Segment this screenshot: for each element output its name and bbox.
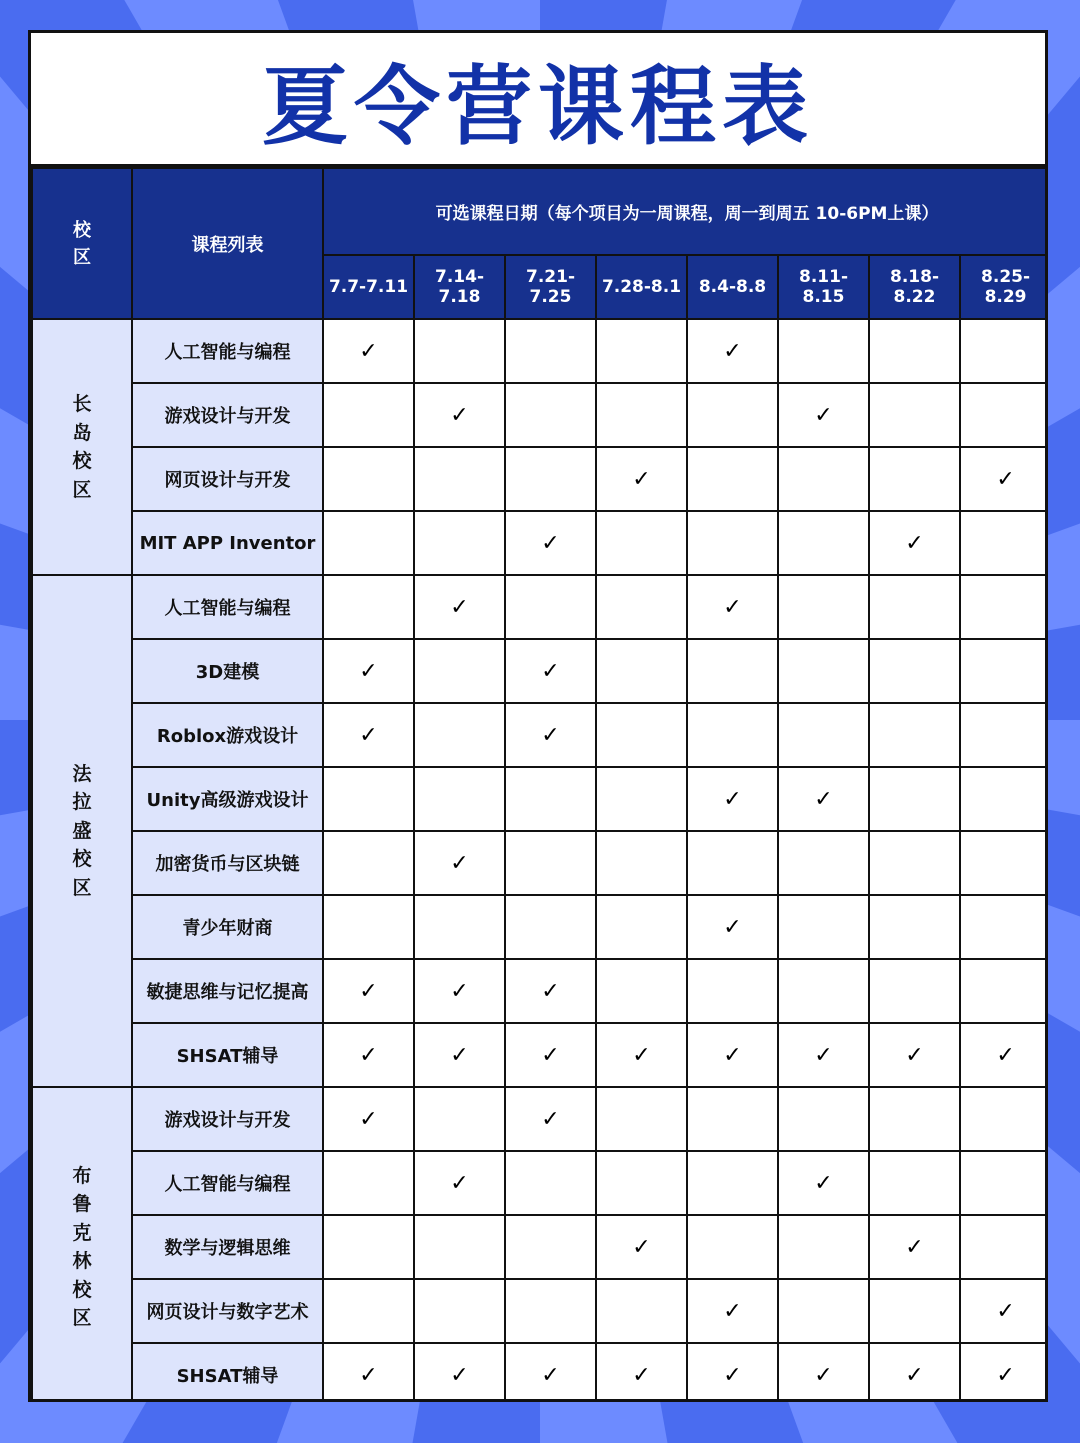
checkmark-cell xyxy=(869,511,960,575)
empty-cell xyxy=(869,383,960,447)
empty-cell xyxy=(960,1151,1048,1215)
week-header: 8.4-8.8 xyxy=(687,255,778,319)
empty-cell xyxy=(414,639,505,703)
checkmark-icon: ✓ xyxy=(541,978,560,1004)
empty-cell xyxy=(414,767,505,831)
empty-cell xyxy=(323,895,414,959)
empty-cell xyxy=(869,895,960,959)
checkmark-cell xyxy=(323,1343,414,1402)
empty-cell xyxy=(687,831,778,895)
empty-cell xyxy=(414,1279,505,1343)
empty-cell xyxy=(323,383,414,447)
checkmark-cell xyxy=(505,703,596,767)
checkmark-icon: ✓ xyxy=(632,1234,651,1260)
empty-cell xyxy=(778,1215,869,1279)
checkmark-cell xyxy=(505,959,596,1023)
empty-cell xyxy=(687,1087,778,1151)
checkmark-cell xyxy=(596,1343,687,1402)
week-header: 8.18-8.22 xyxy=(869,255,960,319)
empty-cell xyxy=(323,511,414,575)
course-row xyxy=(32,1343,1048,1402)
checkmark-icon: ✓ xyxy=(905,1042,924,1068)
empty-cell xyxy=(869,575,960,639)
empty-cell xyxy=(778,831,869,895)
week-header: 7.28-8.1 xyxy=(596,255,687,319)
empty-cell xyxy=(778,703,869,767)
page-title: 夏令营课程表 xyxy=(262,56,814,157)
checkmark-icon: ✓ xyxy=(814,1042,833,1068)
empty-cell xyxy=(596,511,687,575)
checkmark-cell xyxy=(687,575,778,639)
empty-cell xyxy=(960,319,1048,383)
empty-cell xyxy=(869,319,960,383)
checkmark-cell xyxy=(869,1023,960,1087)
checkmark-icon: ✓ xyxy=(359,978,378,1004)
checkmark-cell xyxy=(960,1279,1048,1343)
empty-cell xyxy=(596,1087,687,1151)
course-row xyxy=(32,1087,1048,1151)
course-row xyxy=(32,319,1048,383)
course-row xyxy=(32,703,1048,767)
empty-cell xyxy=(778,639,869,703)
empty-cell xyxy=(596,383,687,447)
course-row xyxy=(32,895,1048,959)
empty-cell xyxy=(869,639,960,703)
checkmark-cell xyxy=(869,1215,960,1279)
empty-cell xyxy=(505,831,596,895)
schedule-card xyxy=(28,30,1048,1402)
checkmark-cell xyxy=(505,1023,596,1087)
week-header: 7.7-7.11 xyxy=(323,255,414,319)
empty-cell xyxy=(414,447,505,511)
checkmark-cell xyxy=(687,1279,778,1343)
checkmark-icon: ✓ xyxy=(905,530,924,556)
course-name: 数学与逻辑思维 xyxy=(132,1215,323,1279)
checkmark-icon: ✓ xyxy=(450,1362,469,1388)
course-row xyxy=(32,639,1048,703)
course-name: 游戏设计与开发 xyxy=(132,383,323,447)
checkmark-icon: ✓ xyxy=(632,1362,651,1388)
checkmark-icon: ✓ xyxy=(450,594,469,620)
header-row-top xyxy=(32,168,1048,255)
checkmark-icon: ✓ xyxy=(905,1362,924,1388)
checkmark-cell xyxy=(687,1023,778,1087)
checkmark-cell xyxy=(323,639,414,703)
checkmark-cell xyxy=(414,383,505,447)
checkmark-cell xyxy=(960,1343,1048,1402)
checkmark-icon: ✓ xyxy=(541,1106,560,1132)
empty-cell xyxy=(687,639,778,703)
checkmark-cell xyxy=(323,319,414,383)
empty-cell xyxy=(960,895,1048,959)
checkmark-cell xyxy=(414,1151,505,1215)
week-header: 8.11-8.15 xyxy=(778,255,869,319)
checkmark-cell xyxy=(778,1343,869,1402)
empty-cell xyxy=(869,959,960,1023)
empty-cell xyxy=(869,447,960,511)
empty-cell xyxy=(778,1087,869,1151)
checkmark-icon: ✓ xyxy=(632,466,651,492)
campus-name: 法拉盛校区 xyxy=(32,575,132,1087)
empty-cell xyxy=(596,831,687,895)
checkmark-cell xyxy=(687,1343,778,1402)
course-name: Unity高级游戏设计 xyxy=(132,767,323,831)
checkmark-icon: ✓ xyxy=(723,1042,742,1068)
checkmark-icon: ✓ xyxy=(996,1362,1015,1388)
empty-cell xyxy=(414,1087,505,1151)
checkmark-cell xyxy=(505,511,596,575)
empty-cell xyxy=(414,319,505,383)
course-name: 网页设计与数字艺术 xyxy=(132,1279,323,1343)
course-row xyxy=(32,511,1048,575)
checkmark-cell xyxy=(414,1343,505,1402)
empty-cell xyxy=(869,1151,960,1215)
empty-cell xyxy=(596,1279,687,1343)
course-row xyxy=(32,447,1048,511)
empty-cell xyxy=(778,895,869,959)
empty-cell xyxy=(596,703,687,767)
course-name: 人工智能与编程 xyxy=(132,319,323,383)
schedule-body xyxy=(32,319,1048,1402)
checkmark-cell xyxy=(505,1343,596,1402)
checkmark-icon: ✓ xyxy=(814,402,833,428)
course-name: 敏捷思维与记忆提高 xyxy=(132,959,323,1023)
checkmark-cell xyxy=(778,1151,869,1215)
checkmark-icon: ✓ xyxy=(814,786,833,812)
checkmark-icon: ✓ xyxy=(541,658,560,684)
checkmark-icon: ✓ xyxy=(723,338,742,364)
empty-cell xyxy=(323,767,414,831)
course-row xyxy=(32,1215,1048,1279)
course-name: 游戏设计与开发 xyxy=(132,1087,323,1151)
checkmark-icon: ✓ xyxy=(723,786,742,812)
empty-cell xyxy=(687,703,778,767)
checkmark-cell xyxy=(778,1023,869,1087)
empty-cell xyxy=(323,1279,414,1343)
checkmark-icon: ✓ xyxy=(359,1106,378,1132)
course-row xyxy=(32,767,1048,831)
checkmark-icon: ✓ xyxy=(996,1298,1015,1324)
checkmark-cell xyxy=(869,1343,960,1402)
empty-cell xyxy=(687,511,778,575)
checkmark-cell xyxy=(323,959,414,1023)
checkmark-cell xyxy=(687,319,778,383)
course-name: 青少年财商 xyxy=(132,895,323,959)
empty-cell xyxy=(960,575,1048,639)
empty-cell xyxy=(596,767,687,831)
checkmark-icon: ✓ xyxy=(359,658,378,684)
empty-cell xyxy=(960,639,1048,703)
empty-cell xyxy=(323,1151,414,1215)
empty-cell xyxy=(778,319,869,383)
checkmark-icon: ✓ xyxy=(541,1362,560,1388)
empty-cell xyxy=(414,895,505,959)
course-name: 网页设计与开发 xyxy=(132,447,323,511)
checkmark-cell xyxy=(505,1087,596,1151)
empty-cell xyxy=(687,383,778,447)
empty-cell xyxy=(505,447,596,511)
checkmark-icon: ✓ xyxy=(359,722,378,748)
empty-cell xyxy=(869,767,960,831)
course-row xyxy=(32,575,1048,639)
checkmark-cell xyxy=(687,767,778,831)
course-name: 加密货币与区块链 xyxy=(132,831,323,895)
empty-cell xyxy=(505,1151,596,1215)
checkmark-cell xyxy=(414,575,505,639)
empty-cell xyxy=(596,639,687,703)
checkmark-icon: ✓ xyxy=(450,850,469,876)
checkmark-icon: ✓ xyxy=(814,1362,833,1388)
empty-cell xyxy=(869,1087,960,1151)
checkmark-cell xyxy=(778,383,869,447)
checkmark-cell xyxy=(505,639,596,703)
campus-name: 长岛校区 xyxy=(32,319,132,575)
empty-cell xyxy=(323,1215,414,1279)
course-name: SHSAT辅导 xyxy=(132,1343,323,1402)
checkmark-cell xyxy=(960,1023,1048,1087)
course-name: SHSAT辅导 xyxy=(132,1023,323,1087)
course-row xyxy=(32,959,1048,1023)
week-header: 7.14-7.18 xyxy=(414,255,505,319)
empty-cell xyxy=(505,767,596,831)
course-name: 人工智能与编程 xyxy=(132,575,323,639)
checkmark-icon: ✓ xyxy=(541,530,560,556)
empty-cell xyxy=(960,383,1048,447)
empty-cell xyxy=(323,831,414,895)
empty-cell xyxy=(869,1279,960,1343)
course-row xyxy=(32,383,1048,447)
checkmark-icon: ✓ xyxy=(632,1042,651,1068)
empty-cell xyxy=(687,447,778,511)
empty-cell xyxy=(414,703,505,767)
checkmark-icon: ✓ xyxy=(723,914,742,940)
course-header: 课程列表 xyxy=(132,168,323,319)
empty-cell xyxy=(414,1215,505,1279)
checkmark-cell xyxy=(778,767,869,831)
title-band xyxy=(31,33,1045,167)
checkmark-cell xyxy=(596,447,687,511)
empty-cell xyxy=(323,575,414,639)
empty-cell xyxy=(869,703,960,767)
checkmark-cell xyxy=(323,703,414,767)
checkmark-icon: ✓ xyxy=(814,1170,833,1196)
empty-cell xyxy=(960,1215,1048,1279)
checkmark-cell xyxy=(596,1023,687,1087)
checkmark-icon: ✓ xyxy=(359,1042,378,1068)
dates-header: 可选课程日期（每个项目为一周课程，周一到周五 10-6PM上课） xyxy=(323,168,1048,255)
checkmark-icon: ✓ xyxy=(996,1042,1015,1068)
checkmark-cell xyxy=(323,1087,414,1151)
empty-cell xyxy=(869,831,960,895)
empty-cell xyxy=(687,1215,778,1279)
empty-cell xyxy=(778,447,869,511)
week-header: 7.21-7.25 xyxy=(505,255,596,319)
checkmark-icon: ✓ xyxy=(541,722,560,748)
empty-cell xyxy=(505,319,596,383)
course-row xyxy=(32,1151,1048,1215)
course-name: Roblox游戏设计 xyxy=(132,703,323,767)
checkmark-icon: ✓ xyxy=(723,1362,742,1388)
checkmark-icon: ✓ xyxy=(359,338,378,364)
course-row xyxy=(32,1279,1048,1343)
course-row xyxy=(32,831,1048,895)
empty-cell xyxy=(778,575,869,639)
course-name: MIT APP Inventor xyxy=(132,511,323,575)
checkmark-icon: ✓ xyxy=(905,1234,924,1260)
checkmark-cell xyxy=(414,1023,505,1087)
empty-cell xyxy=(505,895,596,959)
empty-cell xyxy=(596,575,687,639)
empty-cell xyxy=(505,1279,596,1343)
course-name: 3D建模 xyxy=(132,639,323,703)
empty-cell xyxy=(505,1215,596,1279)
schedule-table xyxy=(31,167,1048,1402)
course-name: 人工智能与编程 xyxy=(132,1151,323,1215)
checkmark-cell xyxy=(596,1215,687,1279)
checkmark-cell xyxy=(323,1023,414,1087)
empty-cell xyxy=(960,511,1048,575)
empty-cell xyxy=(596,1151,687,1215)
checkmark-icon: ✓ xyxy=(541,1042,560,1068)
empty-cell xyxy=(414,511,505,575)
empty-cell xyxy=(596,319,687,383)
empty-cell xyxy=(960,703,1048,767)
empty-cell xyxy=(505,383,596,447)
checkmark-icon: ✓ xyxy=(723,1298,742,1324)
empty-cell xyxy=(960,1087,1048,1151)
empty-cell xyxy=(960,831,1048,895)
week-header: 8.25-8.29 xyxy=(960,255,1048,319)
empty-cell xyxy=(596,959,687,1023)
empty-cell xyxy=(778,511,869,575)
checkmark-cell xyxy=(414,959,505,1023)
empty-cell xyxy=(960,767,1048,831)
checkmark-icon: ✓ xyxy=(450,1170,469,1196)
checkmark-icon: ✓ xyxy=(450,978,469,1004)
empty-cell xyxy=(960,959,1048,1023)
empty-cell xyxy=(687,1151,778,1215)
empty-cell xyxy=(687,959,778,1023)
empty-cell xyxy=(505,575,596,639)
empty-cell xyxy=(778,959,869,1023)
checkmark-icon: ✓ xyxy=(359,1362,378,1388)
checkmark-cell xyxy=(414,831,505,895)
checkmark-icon: ✓ xyxy=(450,402,469,428)
checkmark-icon: ✓ xyxy=(723,594,742,620)
empty-cell xyxy=(323,447,414,511)
campus-header: 校区 xyxy=(32,168,132,319)
checkmark-icon: ✓ xyxy=(450,1042,469,1068)
checkmark-cell xyxy=(960,447,1048,511)
empty-cell xyxy=(596,895,687,959)
campus-name: 布鲁克林校区 xyxy=(32,1087,132,1402)
checkmark-icon: ✓ xyxy=(996,466,1015,492)
empty-cell xyxy=(778,1279,869,1343)
checkmark-cell xyxy=(687,895,778,959)
course-row xyxy=(32,1023,1048,1087)
